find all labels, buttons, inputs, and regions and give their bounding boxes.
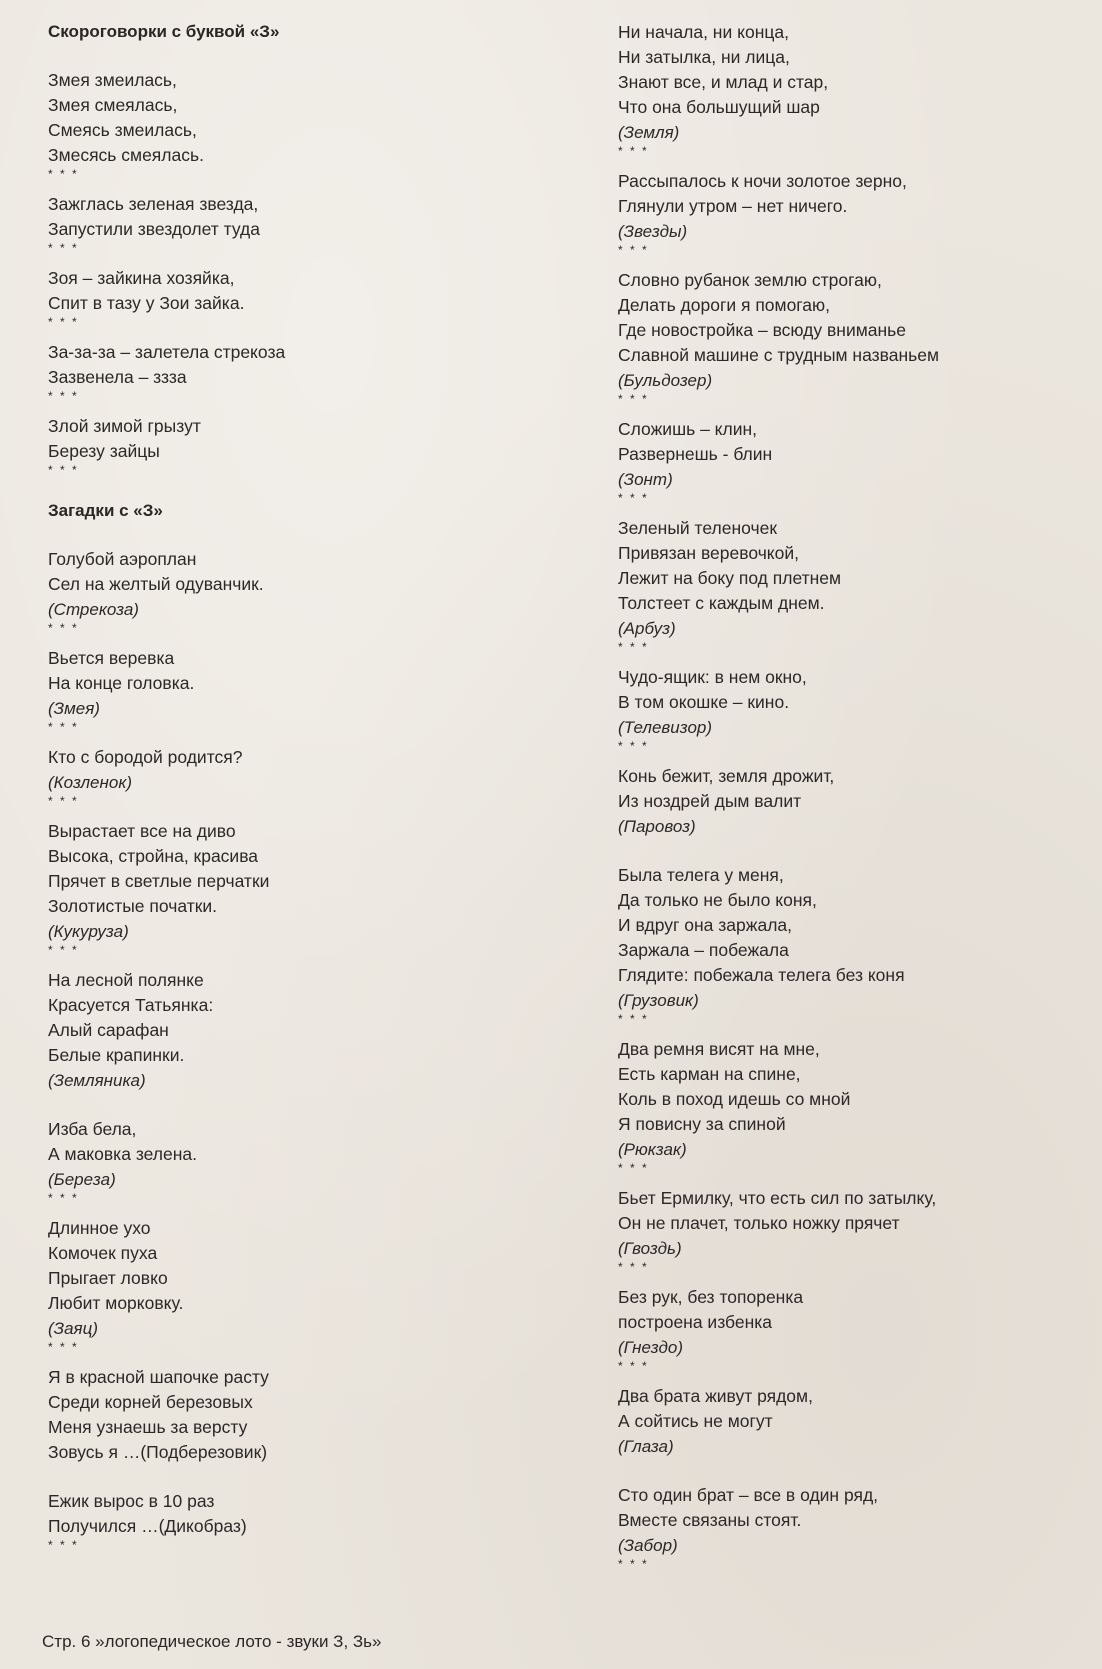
riddle-item: [48, 819, 588, 957]
text-line: Что она большущий шар: [618, 97, 820, 117]
text-line: Глянули утром – нет ничего.: [618, 196, 848, 216]
text-line: Вьется веревка: [48, 648, 175, 668]
riddles-list-right: [618, 20, 1088, 1571]
text-line: Среди корней березовых: [48, 1392, 253, 1412]
separator: * * *: [48, 167, 79, 181]
text-line: Славной машине с трудным названьем: [618, 345, 940, 365]
text-line: Из ноздрей дым валит: [618, 791, 802, 811]
text-line: Ни затылка, ни лица,: [618, 47, 790, 67]
riddle-answer: (Забор): [618, 1536, 678, 1555]
text-line: Алый сарафан: [48, 1020, 169, 1040]
riddle-item: [618, 268, 1088, 406]
riddle-item: [48, 1365, 588, 1478]
text-line: Голубой аэроплан: [48, 549, 197, 569]
text-line: И вдруг она заржала,: [618, 915, 793, 935]
separator: * * *: [48, 463, 79, 477]
separator: * * *: [48, 943, 79, 957]
text-line: Развернешь - блин: [618, 444, 773, 464]
text-line: Длинное ухо: [48, 1218, 151, 1238]
riddle-item: [48, 1216, 588, 1354]
riddle-item: [618, 1384, 1088, 1472]
text-line: Зеленый теленочек: [618, 518, 777, 538]
riddle-item: [618, 1285, 1088, 1373]
text-line: Без рук, без топоренка: [618, 1287, 804, 1307]
riddle-item: [48, 68, 588, 181]
separator: * * *: [48, 315, 79, 329]
riddle-item: [48, 192, 588, 255]
riddle-item: [48, 646, 588, 734]
riddle-item: [618, 1037, 1088, 1175]
text-line: Запустили звездолет туда: [48, 219, 260, 239]
riddle-answer: (Зонт): [618, 470, 673, 489]
riddle-answer: (Стрекоза): [48, 600, 139, 619]
riddle-answer: (Кукуруза): [48, 922, 129, 941]
riddle-item: [48, 266, 588, 329]
separator: * * *: [48, 794, 79, 808]
text-line: Зоя – зайкина хозяйка,: [48, 268, 235, 288]
riddle-item: [618, 1186, 1088, 1274]
riddle-answer: (Береза): [48, 1170, 116, 1189]
tongue-twisters-list: [48, 68, 588, 477]
riddle-answer: (Рюкзак): [618, 1140, 687, 1159]
text-line: Прячет в светлые перчатки: [48, 871, 270, 891]
text-line: Кто с бородой родится?: [48, 747, 243, 767]
text-line: Два ремня висят на мне,: [618, 1039, 820, 1059]
text-line: Я в красной шапочке расту: [48, 1367, 269, 1387]
tongue-twisters-title: Скороговорки с буквой «З»: [48, 22, 280, 41]
text-line: Знают все, и млад и стар,: [618, 72, 829, 92]
riddles-list-left: [48, 547, 588, 1552]
separator: * * *: [48, 1340, 79, 1354]
riddles-title: Загадки с «З»: [48, 501, 163, 520]
text-line: А маковка зелена.: [48, 1144, 197, 1164]
riddle-item: [48, 968, 588, 1106]
riddle-item: [48, 547, 588, 635]
right-column: [618, 20, 1088, 1582]
separator: * * *: [48, 389, 79, 403]
riddle-item: [48, 1489, 588, 1552]
separator: * * *: [618, 1359, 649, 1373]
text-line: Чудо-ящик: в нем окно,: [618, 667, 807, 687]
text-line: Глядите: побежала телега без коня: [618, 965, 905, 985]
separator: * * *: [48, 621, 79, 635]
text-line: Зазвенела – ззза: [48, 367, 187, 387]
separator: * * *: [48, 241, 79, 255]
separator: [48, 1465, 588, 1478]
text-line: Я повисну за спиной: [618, 1114, 786, 1134]
riddle-item: [618, 417, 1088, 505]
riddle-answer: (Арбуз): [618, 619, 676, 638]
text-line: Заржала – побежала: [618, 940, 789, 960]
separator: * * *: [618, 640, 649, 654]
text-line: Конь бежит, земля дрожит,: [618, 766, 835, 786]
text-line: Зажглась зеленая звезда,: [48, 194, 259, 214]
text-line: Делать дороги я помогаю,: [618, 295, 831, 315]
text-line: Змесясь смеялась.: [48, 145, 204, 165]
text-line: На конце головка.: [48, 673, 195, 693]
riddle-answer: (Гнездо): [618, 1338, 684, 1357]
separator: * * *: [618, 392, 649, 406]
riddle-item: [48, 340, 588, 403]
riddle-answer: (Паровоз): [618, 817, 696, 836]
left-column: [48, 20, 588, 1563]
text-line: Любит морковку.: [48, 1293, 184, 1313]
riddle-answer: (Звезды): [618, 222, 688, 241]
text-line: В том окошке – кино.: [618, 692, 790, 712]
text-line: На лесной полянке: [48, 970, 204, 990]
separator: * * *: [48, 720, 79, 734]
riddle-answer: (Телевизор): [618, 718, 713, 737]
text-line: Высока, стройна, красива: [48, 846, 259, 866]
text-line: Рассыпалось к ночи золотое зерно,: [618, 171, 907, 191]
text-line: Да только не было коня,: [618, 890, 817, 910]
text-line: Словно рубанок землю строгаю,: [618, 270, 882, 290]
text-line: За-за-за – залетела стрекоза: [48, 342, 286, 362]
separator: * * *: [618, 1260, 649, 1274]
separator: [618, 839, 1088, 852]
text-line: Ежик вырос в 10 раз: [48, 1491, 215, 1511]
text-line: Получился …(Дикобраз): [48, 1516, 247, 1536]
riddle-item: [618, 20, 1088, 158]
separator: * * *: [48, 1538, 79, 1552]
separator: * * *: [618, 1161, 649, 1175]
riddle-item: [618, 1483, 1088, 1571]
text-line: Два брата живут рядом,: [618, 1386, 813, 1406]
riddle-item: [618, 764, 1088, 852]
text-line: Привязан веревочкой,: [618, 543, 800, 563]
riddle-answer: (Заяц): [48, 1319, 99, 1338]
riddle-item: [618, 169, 1088, 257]
text-line: Красуется Татьянка:: [48, 995, 214, 1015]
text-line: Вырастает все на диво: [48, 821, 236, 841]
text-line: Сел на желтый одуванчик.: [48, 574, 264, 594]
text-line: Он не плачет, только ножку прячет: [618, 1213, 900, 1233]
riddle-item: [48, 414, 588, 477]
text-line: Спит в тазу у Зои зайка.: [48, 293, 245, 313]
text-line: Смеясь змеилась,: [48, 120, 197, 140]
text-line: Есть карман на спине,: [618, 1064, 801, 1084]
riddle-answer: (Земля): [618, 123, 680, 142]
text-line: Прыгает ловко: [48, 1268, 168, 1288]
riddle-item: [618, 665, 1088, 753]
text-line: Ни начала, ни конца,: [618, 22, 789, 42]
text-line: Комочек пуха: [48, 1243, 158, 1263]
text-line: Белые крапинки.: [48, 1045, 185, 1065]
text-line: Змея змеилась,: [48, 70, 177, 90]
riddle-answer: (Грузовик): [618, 991, 699, 1010]
riddle-answer: (Козленок): [48, 773, 133, 792]
text-line: Изба бела,: [48, 1119, 137, 1139]
separator: [48, 1093, 588, 1106]
text-line: Змея смеялась,: [48, 95, 178, 115]
text-line: Лежит на боку под плетнем: [618, 568, 842, 588]
separator: * * *: [618, 1012, 649, 1026]
riddle-item: [48, 1117, 588, 1205]
page-footer: Стр. 6 »логопедическое лото - звуки З, Зь»: [42, 1632, 382, 1651]
text-line: Меня узнаешь за версту: [48, 1417, 248, 1437]
text-line: Злой зимой грызут: [48, 416, 201, 436]
riddle-answer: (Гвоздь): [618, 1239, 682, 1258]
riddle-item: [618, 516, 1088, 654]
riddle-item: [618, 863, 1088, 1026]
text-line: Золотистые початки.: [48, 896, 218, 916]
separator: * * *: [618, 1557, 649, 1571]
text-line: Березу зайцы: [48, 441, 160, 461]
separator: * * *: [48, 1191, 79, 1205]
text-line: Коль в поход идешь со мной: [618, 1089, 851, 1109]
text-line: Сто один брат – все в один ряд,: [618, 1485, 879, 1505]
riddle-answer: (Земляника): [48, 1071, 146, 1090]
separator: * * *: [618, 491, 649, 505]
separator: [618, 1459, 1088, 1472]
riddle-answer: (Змея): [48, 699, 100, 718]
text-line: Бьет Ермилку, что есть сил по затылку,: [618, 1188, 937, 1208]
separator: * * *: [618, 144, 649, 158]
riddle-answer: (Глаза): [618, 1437, 674, 1456]
text-line: Была телега у меня,: [618, 865, 784, 885]
text-line: построена избенка: [618, 1312, 773, 1332]
separator: * * *: [618, 739, 649, 753]
text-line: Зовусь я …(Подберезовик): [48, 1442, 268, 1462]
text-line: Сложишь – клин,: [618, 419, 758, 439]
text-line: Где новостройка – всюду вниманье: [618, 320, 907, 340]
text-line: Толстеет с каждым днем.: [618, 593, 825, 613]
text-line: Вместе связаны стоят.: [618, 1510, 802, 1530]
riddle-answer: (Бульдозер): [618, 371, 713, 390]
text-line: А сойтись не могут: [618, 1411, 773, 1431]
riddle-item: [48, 745, 588, 808]
separator: * * *: [618, 243, 649, 257]
